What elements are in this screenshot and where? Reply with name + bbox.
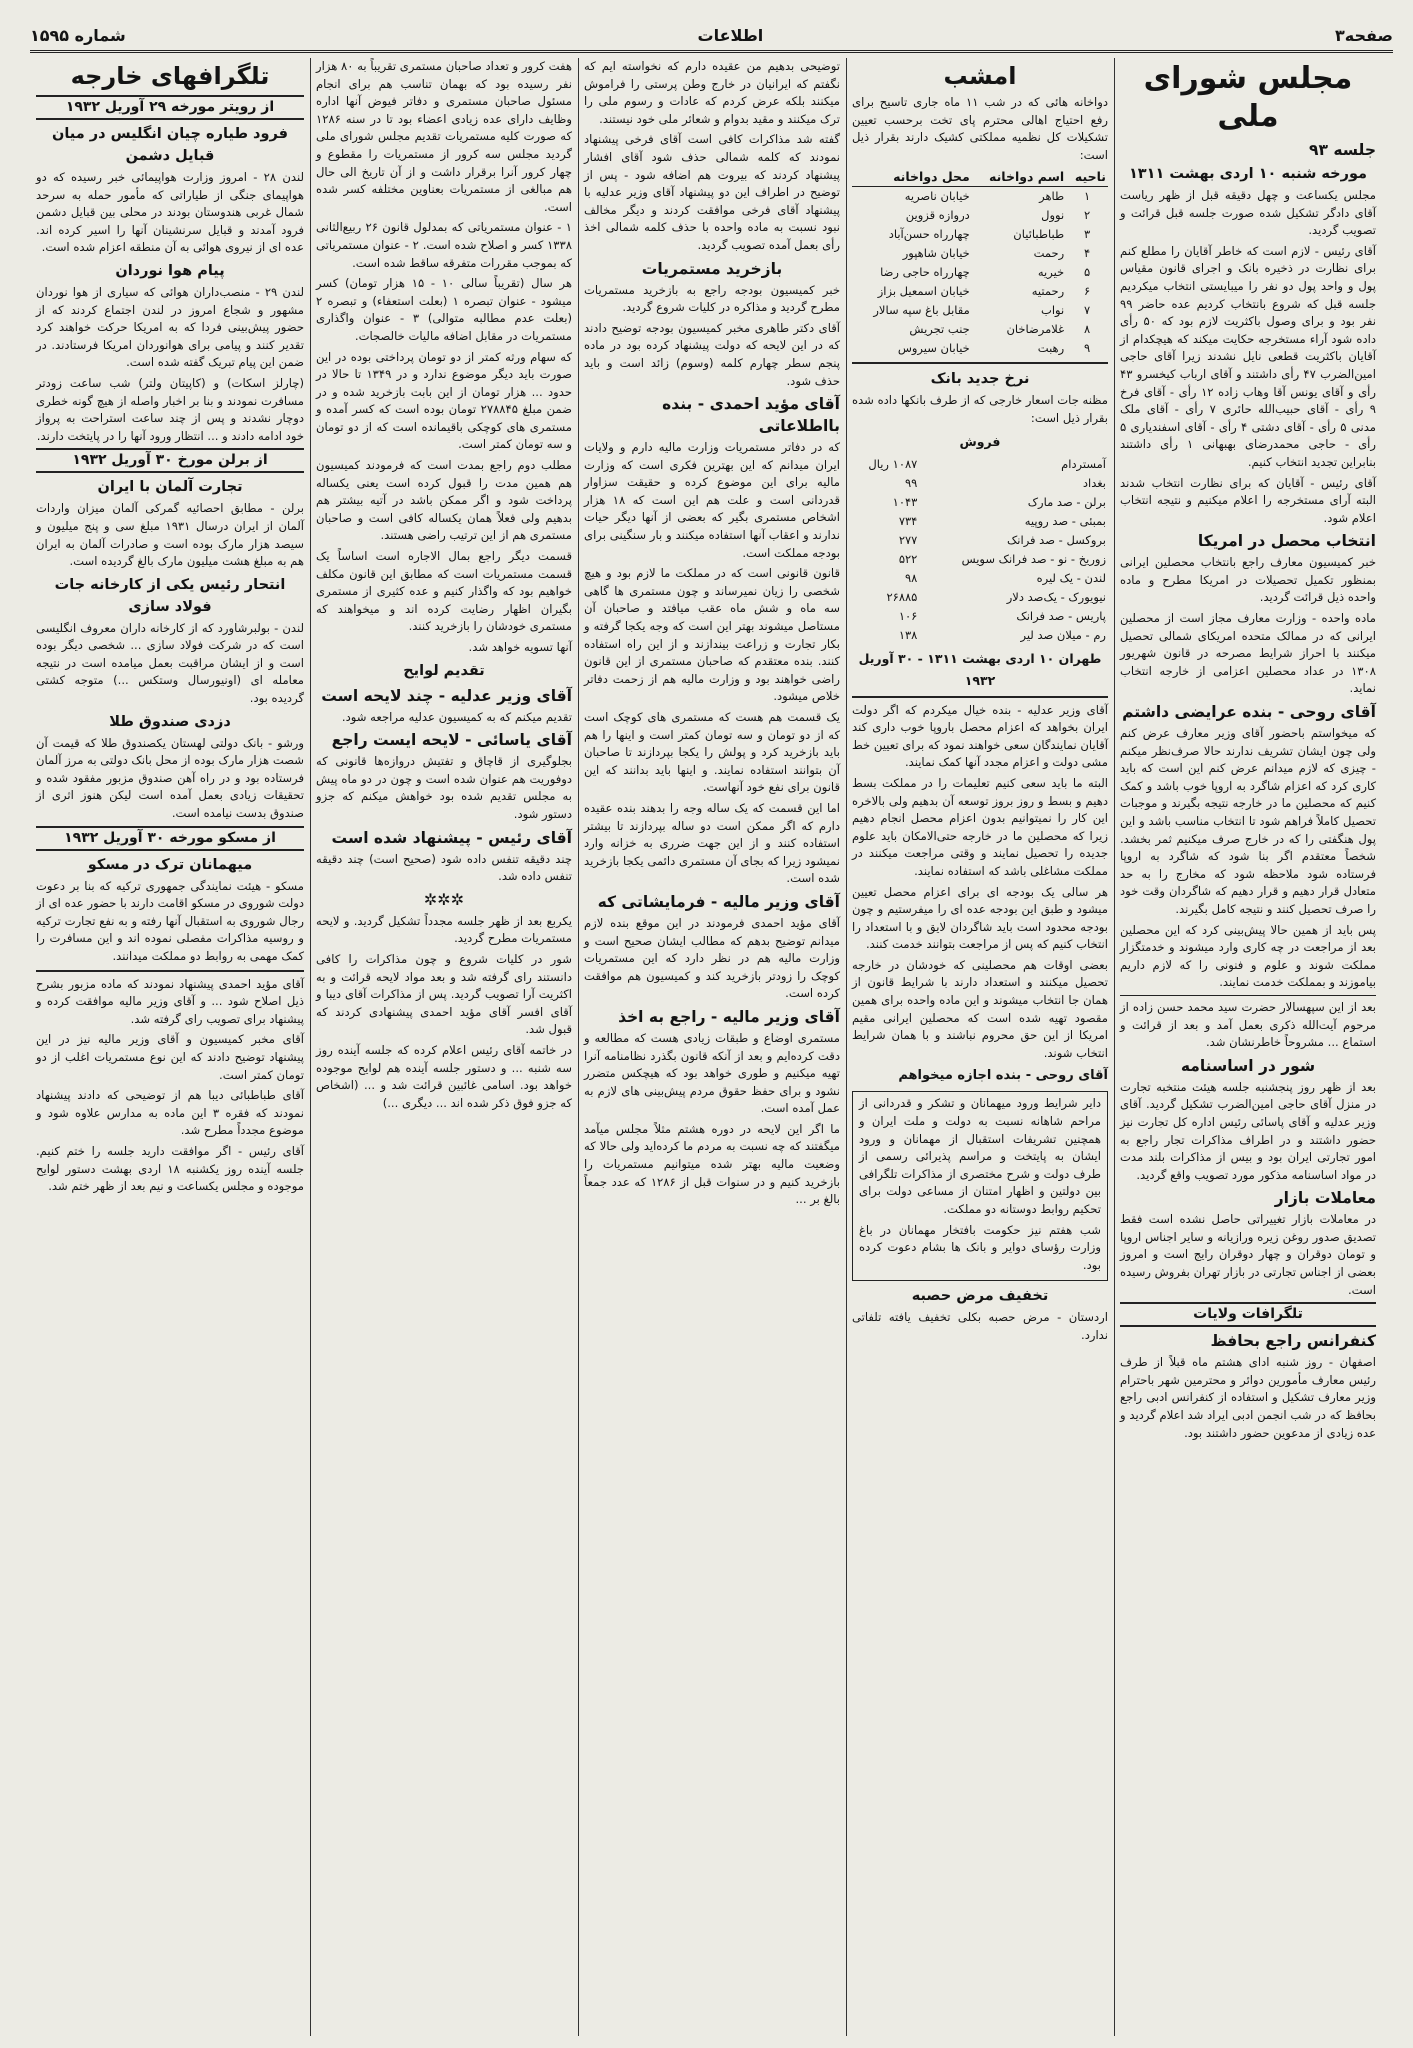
paragraph: آقای مؤید احمدی فرمودند در این موقع بنده لازم میدانم توضیح بدهم که مطالب ایشان صحیح است و وزارت مالیه هم در نظر دارد که این مستمریات کوچک را زودتر بازخرید کند و کمیسیون هم موافقت کرده است. xyxy=(584,915,840,1001)
paragraph: آقای وزیر عدلیه - بنده خیال میکردم که اگر دولت ایران بخواهد که اعزام محصل باروپا خوب داری کند آقایان نمایندگان سعی خواهند نمود که برای تعیین خط مشی دولت و اعزام مجدد آنها کمک نمایند. xyxy=(852,702,1108,770)
table-row: ۷ نواب مقابل باغ سپه سالار xyxy=(873,303,1091,318)
paragraph: هر سال (تقریباً سالی ۱۰ - ۱۵ هزار تومان) کسر میشود - عنوان تبصره ۱ (بعلت استعفاء) و تبصره ۲ (بعلت عدم مطالبه متوالی) ۳ - عنوان واگذاری مستمریات در مقابل اضافه مالیات خالصجات. xyxy=(316,276,572,343)
headline: انتحار رئیس یکی از کارخانه جات فولاد سازی xyxy=(54,576,286,615)
headline: میهمانان ترک در مسکو xyxy=(87,856,253,873)
paragraph: آقای طباطبائی دیبا هم از توضیحی که دادند پیشنهاد نمودند که فقره ۳ این ماده به مدارس علاوه شود و موضوع مجدداً مطرح شد. xyxy=(36,1088,304,1138)
paragraph: اما این قسمت که یک ساله وجه را بدهند بنده عقیده دارم که اگر ممکن است دو ساله بپردازند تا بیشتر استفاده کنند و از این جهت ضرری به خزانه وارد نمیشود زیرا که بجای آن مستمری دائمی یکجا بازخرید شده است. xyxy=(584,800,840,886)
table-row: ۳ طباطبائیان چهارراه حسن‌آباد xyxy=(888,227,1091,242)
subheading-speaker: آقای رئیس - پیشنهاد شده است xyxy=(331,828,572,847)
paragraph: قسمت دیگر راجع بمال الاجاره است اساساً یک قسمت مستمریات است که مطابق این قانون مکلف خواهیم بود که واگذار کنیم و عده کثیری از مستمری بگیران اظهار رضایت کرده اند و میخواهند که مستمری خودشان را بازخرید کنند. xyxy=(316,549,572,634)
newspaper-name: اطلاعات xyxy=(697,25,764,45)
table-row: ۶ رحمتیه خیابان اسمعیل بزاز xyxy=(877,284,1091,299)
paragraph: خبر کمیسیون بودجه راجع به بازخرید مستمریات مطرح گردید و مذاکره در کلیات شروع گردید. xyxy=(584,282,840,315)
paragraph: اردستان - مرض حصبه بکلی تخفیف یافته تلفاتی ندارد. xyxy=(852,1310,1108,1342)
paragraph: پس باید از همین حالا پیش‌بینی کرد که این محصلین بعد از مراجعت در چه کاری وارد میشوند و خدمتگزار مملکت شوند و علوم و فنونی را که لازم داریم بیاموزند و بمملکت خدمت نمایند. xyxy=(1120,922,1376,990)
section-title-parliament: مجلس شورای ملی xyxy=(1143,61,1353,134)
paragraph: برلن - مطابق احصائیه گمرکی آلمان میزان واردات آلمان از ایران درسال ۱۹۳۱ مبلغ سی و پنج میلیون و سیصد هزار مارک بوده است و صادرات آلمان به ایران هم به مبلغ هشت میلیون مارک بالغ گردیده است. xyxy=(36,501,304,569)
paragraph: آقای مخبر کمیسیون و آقای وزیر مالیه نیز در این پیشنهاد توضیح دادند که این نوع مستمریات اغلب از دو تومان کمتر است. xyxy=(36,1032,304,1082)
paragraph: توضیحی بدهیم من عقیده دارم که نخواسته ایم که نگفتم که ایرانیان در خارج وطن پرستی را فراموش میکنند بلکه عرض کردم که عادات و رسوم ملی را ترک میکنند و مقید بدوام و شعائر ملی خود نیستند. xyxy=(584,59,840,126)
paragraph: آقای رئیس - لازم است که خاطر آقایان را مطلع کنم برای نظارت در ذخیره بانک و اجرای قانون مقیاس پول و واحد پول دو نفر را میبایستی انتخاب میکردیم جلسه قبل که شروع بانتخاب کردیم عده حاضر ۹۹ نفر بود و برای وصول باکثریت لازم بود که ۵۰ رأی داده شود آراء مستخرجه حکایت میکند که هیچکدام از آقایان باکثریت قطعی نایل نشدند زیرا آقای حاجی امین‌الضرب ۴۷ رأی داشتند و آقای ارباب کیخسرو ۴۳ رأی و آقای یونس آقا وهاب زاده ۱۲ رأی - آقای فرخ ۹ رأی - آقای حبیب‌الله حائری ۷ رأی - آقای ملک مدنی ۵ رأی - آقای دشتی ۴ رأی - آقای اسفندیاری ۵ رأی - حاجی محمدرضای بهبهانی ۱ رأی داشتند بنابراین تجدید انتخاب کنیم. xyxy=(1120,243,1377,469)
paragraph: (چارلز اسکات) و (کاپیتان ولتر) شب ساعت زودتر مسافرت نمودند و بنا بر اخبار واصله از هیچ گونه خطری دوچار نشدند و پس از چند ساعت استراحت به پرواز خود ادامه دادند و ... انتظار ورود آنها را در پایتخت دارند. xyxy=(36,375,304,443)
paragraph: که سهام ورثه کمتر از دو تومان پرداختی بوده در این صورت باید دیگر موضوع ندارد و در ۱۳۴۹ تا حالا در حدود ... هزار تومان از این بابت بازخرید شده و در ضمن مبلغ ۲۷۸۸۴۵ تومان بوده است که کسر آمده و مستمری های کوچکی باقیمانده است که از دو تومان و سه تومان کمتر است. xyxy=(316,349,573,452)
table-header: محل دواخانه xyxy=(852,167,972,187)
table-row: ۲ نوول دروازه قزوین xyxy=(905,208,1091,223)
headline: تجارت آلمان با ایران xyxy=(97,479,243,496)
exchange-rate-table xyxy=(852,455,1108,645)
subheading-pension-buyback: بازخرید مستمریات xyxy=(641,259,783,278)
subheading-statute: شور در اساسنامه xyxy=(1180,1056,1316,1075)
paragraph: یکربع بعد از ظهر جلسه مجدداً تشکیل گردید. و لایحه مستمریات مطرح گردید. xyxy=(316,913,572,946)
subheading-bills: تقدیم لوایح xyxy=(403,662,485,679)
table-header: ناحیه xyxy=(1066,167,1108,187)
paragraph: شور در کلیات شروع و چون مذاکرات را کافی دانستند رای گرفته شد و بعد مواد لایحه قرائت و به اکثریت آرا تصویب گردید. پس از مذاکرات آقای دیبا و آقای افسر آقای مؤید احمدی پیشنهادی کردند که قبول شد. xyxy=(316,951,572,1037)
table-row: ۸ غلامرضاخان جنب تجریش xyxy=(909,322,1091,337)
issue-number: شماره ۱۵۹۵ xyxy=(30,25,126,45)
paragraph: مطلب دوم راجع بمدت است که فرمودند کمیسیون هم همین مدت را قبول کرده است یعنی یکساله پرداخت شود و اگر ممکن باشد در آتیه بیشتر هم بدهیم ولی فعلاً همان یکساله کافی است و صاحبان مستمری هم از این ترتیب راضی هستند. xyxy=(316,458,572,543)
column-foreign-telegrams xyxy=(30,58,310,2036)
table-row: ۱ طاهر خیابان ناصریه xyxy=(904,189,1091,204)
subheading-speaker: آقای وزیر مالیه - فرمایشاتی که xyxy=(597,892,840,911)
paragraph: مظنه جات اسعار خارجی که از طرف بانکها داده شده بقرار ذیل است: xyxy=(852,393,1108,425)
paragraph: بعد از ظهر روز پنجشنبه جلسه هیئت منتخبه تجارت در منزل آقای حاجی امین‌الضرب تشکیل گردید. آقای وزیر عدلیه و آقای پاسائی رئیس اداره کل تجارت نیز حضور داشتند و در اطراف مذاکرات تجار راجع به امور تجارتی ایران بود و بیس از مذاکرات بلند مدت در مواد اساسنامه مذکور مورد تصویب واقع گردید. xyxy=(1120,1079,1376,1182)
paragraph: آقای دکتر طاهری مخبر کمیسیون بودجه توضیح دادند که در این لایحه که دولت پیشنهاد کرده بود در ماده پنجم سطر چهارم کلمه (وسوم) زائد است و باید حذف شود. xyxy=(584,320,840,388)
paragraph: مجلس یکساعت و چهل دقیقه قبل از ظهر ریاست آقای دادگر تشکیل شده صورت جلسه قبل قرائت و تصویب گردید. xyxy=(1120,188,1376,238)
table-row: بروکسل - صد فرانک ۲۷۷ xyxy=(898,532,1106,547)
paragraph: چند دقیقه تنفس داده شود (صحیح است) چند دقیقه تنفس داده شد. xyxy=(316,851,572,884)
bank-date: طهران ۱۰ اردی بهشت ۱۳۱۱ - ۳۰ آوریل ۱۹۳۲ xyxy=(858,650,1102,688)
table-row: بمبئی - صد روپیه ۷۳۴ xyxy=(898,513,1106,528)
session-number: جلسه ۹۳ xyxy=(1309,141,1376,159)
paragraph: لندن ۲۸ - امروز وزارت هواپیمائی خبر رسیده که دو هواپیمای جنگی از طیاراتی که مأمور حمله به سرحد شمال غربی هندوستان بودند در محلی بین قبایل دشمن فرود آمدند و قبایل سرنشینان آنها را اسیر کرده اند. عده ای از نیروی هوائی به آن منطقه اعزام شده است. xyxy=(36,170,304,255)
paragraph: ۱ - عنوان مستمریاتی که بمدلول قانون ۲۶ ربیع‌الثانی ۱۳۳۸ کسر و اصلاح شده است. ۲ - عنوان مستمریاتی که بموجب مقررات متفرقه ساقط شده است. xyxy=(316,220,572,270)
subheading-market: معاملات بازار xyxy=(1274,1189,1376,1208)
bank-sell-label: فروش xyxy=(959,433,1001,449)
column-tonight xyxy=(846,58,1114,2036)
paragraph: ماده واحده - وزارت معارف مجاز است از محصلین ایرانی که در ممالک متحده امریکای شمالی تحصیل میکنند با احراز شرایط مصرحه در قانون شهریور ۱۳۰۸ در عداد محصلین اعزامی از خارجه انتخاب نماید. xyxy=(1120,611,1376,696)
paragraph: هر سالی یک بودجه ای برای اعزام محصل تعیین میشود و طبق این بودجه عده ای را میفرستیم و چون بودجه محدود است باید شاگردان لایق و با استعداد را انتخاب کنیم که پس از مراجعت بتوانند خدمت کنند. xyxy=(852,884,1108,952)
paragraph: ورشو - بانک دولتی لهستان یکصندوق طلا که قیمت آن شصت هزار مارک بوده از محل بانک دولتی به مرز آلمان فرستاده بود و در راه آهن صندوق مزبور مفقود شده و تحقیقات زیادی بعمل آمده است لیکن هنوز اثری از صندوق بدست نیامده است. xyxy=(36,735,304,821)
paragraph: اصفهان - روز شنبه ادای هشتم ماه قبلاً از طرف رئیس معارف مأمورین دوائر و محترمین شهر باحترام وزیر معارف تشکیل و استفاده از کنفرانس ادبی راجع بحافظ که در شب انجمن ادبی ایراد شد اعلام گردید و عده زیادی از مدعوین حضور داشتند بود. xyxy=(1120,1355,1376,1440)
table-row: ۹ رهبت خیابان سیروس xyxy=(897,341,1091,356)
page-header xyxy=(30,20,1393,53)
table-row: زوریخ - نو - صد فرانک سویس ۵۲۲ xyxy=(898,551,1106,566)
session-date: مورخه شنبه ۱۰ اردی بهشت ۱۳۱۱ xyxy=(1128,166,1368,182)
paragraph: خبر کمیسیون معارف راجع بانتخاب محصلین ایرانی بمنظور تکمیل تحصیلات در امریکا مطرح و ماده واحده ذیل قرائت گردید. xyxy=(1120,555,1376,605)
column-pensions xyxy=(578,58,846,2036)
paragraph: که میخواستم باحضور آقای وزیر معارف عرض کنم ولی چون ایشان تشریف ندارند حالا صرف‌نظر میکنم - چیزی که لازم میدانم عرض کنم این است که باید کاری کرد که اعزام شاگرد به اروپا خوب باشد و کمک کنیم که محصلین ما در خارجه نتیجه بگیرند و موجبات تحصیل کاملاً فراهم شود تا انتخاب مناسب باشد و این پول هنگفتی را که در خارج صرف میکنیم ثمر بخشد. شخصاً معتقدم اگر بنا شود که شاگرد به اروپا فرستاده شود ملاحظه شود که مخارج را به حد متعادل قرار دهیم و قرار دهیم که شاگردان وقت خود را صرف تحصیل کنند و نتیجه کامل بگیرند. xyxy=(1120,726,1376,916)
subheading-speaker: آقای یاسائی - لایحه ایست راجع xyxy=(331,731,572,750)
paragraph: شب هفتم نیز حکومت بافتخار مهمانان در باغ وزارت رؤسای دوایر و بانک ها بشام دعوت کرده بود. xyxy=(859,1222,1101,1272)
subheading-speaker: آقای وزیر مالیه - راجع به اخذ xyxy=(618,1007,840,1026)
subheading-speaker: آقای روحی - بنده اجازه میخواهم xyxy=(898,1068,1108,1084)
paragraph: در خاتمه آقای رئیس اعلام کرده که جلسه آینده روز سه شنبه ... و دستور جلسه آینده هم لوایح موجوده خواهد بود. اسامی غائبین قرائت شد و ... (اشخاص که جزو فوق ذکر شده اند ... دیگری ...) xyxy=(316,1042,572,1110)
paragraph: لندن - بولبرشاورد که از کارخانه داران معروف انگلیسی است که در شرکت فولاد سازی ... شخصی دیگر بوده است و از ایشان مراقبت بعمل میامده است در نتیجه معامله ای (اونیورسال وستکس ...) متوجه کشتی گردیده بود. xyxy=(36,620,304,706)
subheading-speaker: آقای وزیر عدلیه - چند لایحه است xyxy=(321,686,572,705)
subheading-speaker: آقای روحی - بنده عرایضی داشتم xyxy=(1122,703,1376,722)
bank-rates-title: نرخ جدید بانک xyxy=(930,371,1030,388)
paragraph: بعد از این سپهسالار حضرت سید محمد حسن زاده از مرحوم آیت‌الله ذکری بعمل آمد و بعد از قرائت و استماع ... مشروحاً خاطرنشان شد. xyxy=(1120,999,1376,1050)
paragraph: مسکو - هیئت نمایندگی جمهوری ترکیه که بنا بر دعوت دولت شوروی در مسکو اقامت دارند با حضور عده ای از رجال شوروی به استقبال آنها رفته و به نفع تجارت ترکیه و روسیه مذاکرات مفصلی نموده اند و این مسافرت را کمک مهمی به روابط دو مملکت میدانند. xyxy=(36,878,304,963)
paragraph: هفت کرور و تعداد صاحبان مستمری تقریباً به ۸۰ هزار نفر رسیده بود که بهمان تناسب هم برای انجام مسئول صاحبان مستمری و دفاتر فیوض آنها اداره وظایف دارای عده زیادی اعضاء بود تا در سنه ۱۲۸۶ که صورت کلیه مستمریات تقدیم مجلس شورای ملی گردید مجلس سه کرور از مستمریات را مقطوع و چهار کرور آنرا برقرار داشت و از آن تاریخ الی حال هم مبالغی از مستمریات بعناوین مختلفه کسر شده است. xyxy=(316,59,572,214)
paragraph: گفته شد مذاکرات کافی است آقای فرخی پیشنهاد نمودند که کلمه شمالی حذف شود آقای افشار پیشنهاد کردند که بیروت هم اضافه شود - پس از توضیح در اطراف این دو پیشنهاد آقای وزیر عدلیه با پیشنهاد آقای فرخی موافقت کردند و دیگر مخالف نبود نسبت به ماده واحده با حذف کلمه شمالی اخذ رأی بعمل آمده تصویب گردید. xyxy=(584,132,840,252)
subheading-conference: کنفرانس راجع بحافظ xyxy=(1210,1332,1376,1351)
table-row: نیویورک - یک‌صد دلار ۲۶۸۸۵ xyxy=(886,589,1106,604)
headline: دزدی صندوق طلا xyxy=(109,713,231,730)
table-row: بغداد ۹۹ xyxy=(905,475,1106,490)
paragraph: مستمری اوضاع و طبقات زیادی هست که مطالعه و دقت کرده‌ایم و بعد از آنکه قانون بگذرد نظامنامه آنرا تهیه میکنیم و طوری خواهد بود که هیچکس متضرر نشود و برای حفظ حقوق مردم پیش‌بینی های لازم به عمل آمده است. xyxy=(584,1030,840,1116)
table-row: برلن - صد مارک ۱۰۴۳ xyxy=(892,494,1106,509)
column-pensions-cont xyxy=(310,58,578,2036)
paragraph: آقای مؤید احمدی پیشنهاد نمودند که ماده مزبور بشرح ذیل اصلاح شود ... و آقای وزیر مالیه موافقت کرده و پیشنهاد برای تصویب رای گرفته شد. xyxy=(36,976,304,1026)
column-parliament xyxy=(1114,58,1382,2036)
band-provinces: تلگرافات ولایات xyxy=(1120,1302,1376,1327)
section-separator: ✲✲✲ xyxy=(423,889,465,909)
paragraph: بجلوگیری از قاچاق و تفتیش دروازه‌ها قانونی که دوفوریت هم عنوان شده است و چون در دو ماه پیش به مجلس تقدیم شده بود خواهش میکنم که جزو دستور شود. xyxy=(316,754,572,821)
paragraph: در معاملات بازار تغییراتی حاصل نشده است فقط تصدیق صدور روغن زیره ورازیانه و سایر اجناس اروپا و تومان دوقران و چهار دوقران رایج است و امروز بعضی از اجناس تجارتی در بازار تهران بفروش رسیده است. xyxy=(1120,1212,1376,1297)
table-row: لندن - یک لیره ۹۸ xyxy=(905,570,1106,585)
section-title-tonight: امشب xyxy=(943,62,1017,90)
section-title-foreign: تلگرافهای خارجه xyxy=(70,62,270,90)
paragraph: که در دفاتر مستمریات وزارت مالیه دارم و ولایات ایران میدانم که این بهترین فکری است که وزارت مالیه برای این موضوع کرده و حقیقت سزاوار قدردانی است و علت هم این است که ۱۸ هزار اشخاص مستمری بگیر که بعضی از آنها دیگر حیات ندارند و اعقاب آنها استفاده میکنند و بار سنگینی برای بودجه مملکت است. xyxy=(584,440,840,560)
paragraph: لندن ۲۹ - منصب‌داران هوائی که سیاری از هوا نوردان مشهور و شجاع امروز در لندن اجتماع کردند که از حضور پیش‌بینی فردا که به امریکا حرکت خواهند کرد تقدیر کنند و پیامی برای هوانوردان امریکا فرستادند. در ضمن این پیام تبریک گفته شده است. xyxy=(36,284,304,370)
paragraph: البته ما باید سعی کنیم تعلیمات را در مملکت بسط دهیم و بسط و روز بروز توسعه آن بدهیم ولی بالاخره این کار را نمیتوانیم بدون اعزام محصل انجام دهیم زیرا که محصلین ما در خارجه حتی‌الامکان باید علوم جدیده را تحصیل نمایند و وقتی مراجعت میکنند در مملکت مشاغلی باشد که استفاده نمایند. xyxy=(852,775,1108,878)
table-row: آمستردام ۱۰۸۷ ریال xyxy=(868,456,1106,471)
paragraph: دواخانه هائی که در شب ۱۱ ماه جاری تاسیح برای رفع احتیاج اهالی محترم پای تخت برحسب تعیین تشکیلات کل نظمیه مملکتی کشیک دارند بقرار ذیل است: xyxy=(852,95,1109,162)
table-header: اسم دواخانه xyxy=(972,167,1066,187)
table-row: پاریس - صد فرانک ۱۰۶ xyxy=(898,608,1106,623)
headline: پیام هوا نوردان xyxy=(115,262,225,279)
table-row: رم - میلان صد لیر ۱۳۸ xyxy=(898,627,1106,642)
paragraph: تقدیم میکنم که به کمیسیون عدلیه مراجعه شود. xyxy=(341,709,572,724)
paragraph: ما اگر این لایحه در دوره هشتم مثلاً مجلس میآمد میگفتند که چه نسبت به مردم ما کرده‌اید ولی حالا که وضعیت مالیه بهتر شده میتوانیم مستمریات را بازخرید کنیم و در سنوات قبل از ۱۲۸۶ که عدد جمعاً بالغ بر ... xyxy=(584,1121,840,1207)
table-row: ۵ خیریه چهارراه حاجی رضا xyxy=(880,265,1091,280)
paragraph: آقای رئیس - اگر موافقت دارید جلسه را ختم کنیم. جلسه آینده روز یکشنبه ۱۸ اردی بهشت دستور لوایح موجوده و مجلس یکساعت و نیم بعد از ظهر ختم شد. xyxy=(36,1143,304,1194)
paragraph: قانون قانونی است که در مملکت ما لازم بود و هیچ شخصی را زیان نمیرساند و چون مستمری ها گاهی سه ماه و شش ماه عقب میافتد و صاحبان آن مستاصل میشوند بهتر این است که وجه یکجا گرفته و بکار تجارت و زراعت بیندازند و از این راه استفاده کنند. بنده معتقدم که صاحبان مستمری از این قانون راضی خواهند بود و وزارت مالیه هم از زحمت دفاتر خلاص میشود. xyxy=(584,566,840,704)
subheading-speaker: آقای مؤید احمدی - بنده بااطلاعاتی xyxy=(662,395,840,436)
page-label: صفحه۳ xyxy=(1335,25,1393,45)
band-berlin: از برلن مورخ ۳۰ آوریل ۱۹۳۲ xyxy=(36,448,304,473)
subheading-typhoid: تخفیف مرض حصبه xyxy=(911,1288,1049,1305)
subheading-election: انتخاب محصل در امریکا xyxy=(1197,532,1376,551)
paragraph: دایر شرایط ورود میهمانان و تشکر و قدردانی از مراحم شاهانه نسبت به دولت و ملت ایران و همچنین تشریفات استقبال از مهمانان و ورود ایشان به پایتخت و مراسم پذیرائی رسمی از طرف دولت و شرح مختصری از مذاکرات تلگرافی بین دولتین و اظهار امتنان از مساعی دولت برای تحکیم روابط دوستانه دو مملکت. xyxy=(859,1096,1101,1216)
paragraph: یک قسمت هم هست که مستمری های کوچک است که از دو تومان و سه تومان کمتر است و اینها را هم باید بازخرید کرد و پولش را یکجا بپردازند تا صاحبان آن بتوانند استفاده نمایند. و اینها باید بدانند که این قانون برای نفع خود آنهاست. xyxy=(584,710,840,795)
pharmacy-table xyxy=(852,167,1108,358)
band-reuters: از رویتر مورخه ۲۹ آوریل ۱۹۳۲ xyxy=(36,95,304,120)
paragraph: بعضی اوقات هم محصلینی که خودشان در خارجه تحصیل میکنند و استعداد دارند با شرایط قانون از همان جا انتخاب میشوند و این ماده واحده برای همین مقصود تهیه شده است که محصلین ایرانی مقیم امریکا از این حق محروم نباشند و با همان شرایط انتخاب شوند. xyxy=(852,957,1108,1060)
table-row: ۴ رحمت خیابان شاهپور xyxy=(902,246,1091,261)
paragraph: آقای رئیس - آقایان که برای نظارت انتخاب شدند البته آرای مستخرجه را اعلام میکنیم و نتیجه انتخاب اعلام شود. xyxy=(1120,475,1376,525)
band-moscow: از مسکو مورخه ۳۰ آوریل ۱۹۳۲ xyxy=(36,826,304,851)
paragraph: آنها تسویه خواهد شد. xyxy=(468,640,572,654)
boxed-notice xyxy=(852,1091,1108,1281)
headline: فرود طیاره چیان انگلیس در میان قبایل دشمن xyxy=(51,126,288,164)
